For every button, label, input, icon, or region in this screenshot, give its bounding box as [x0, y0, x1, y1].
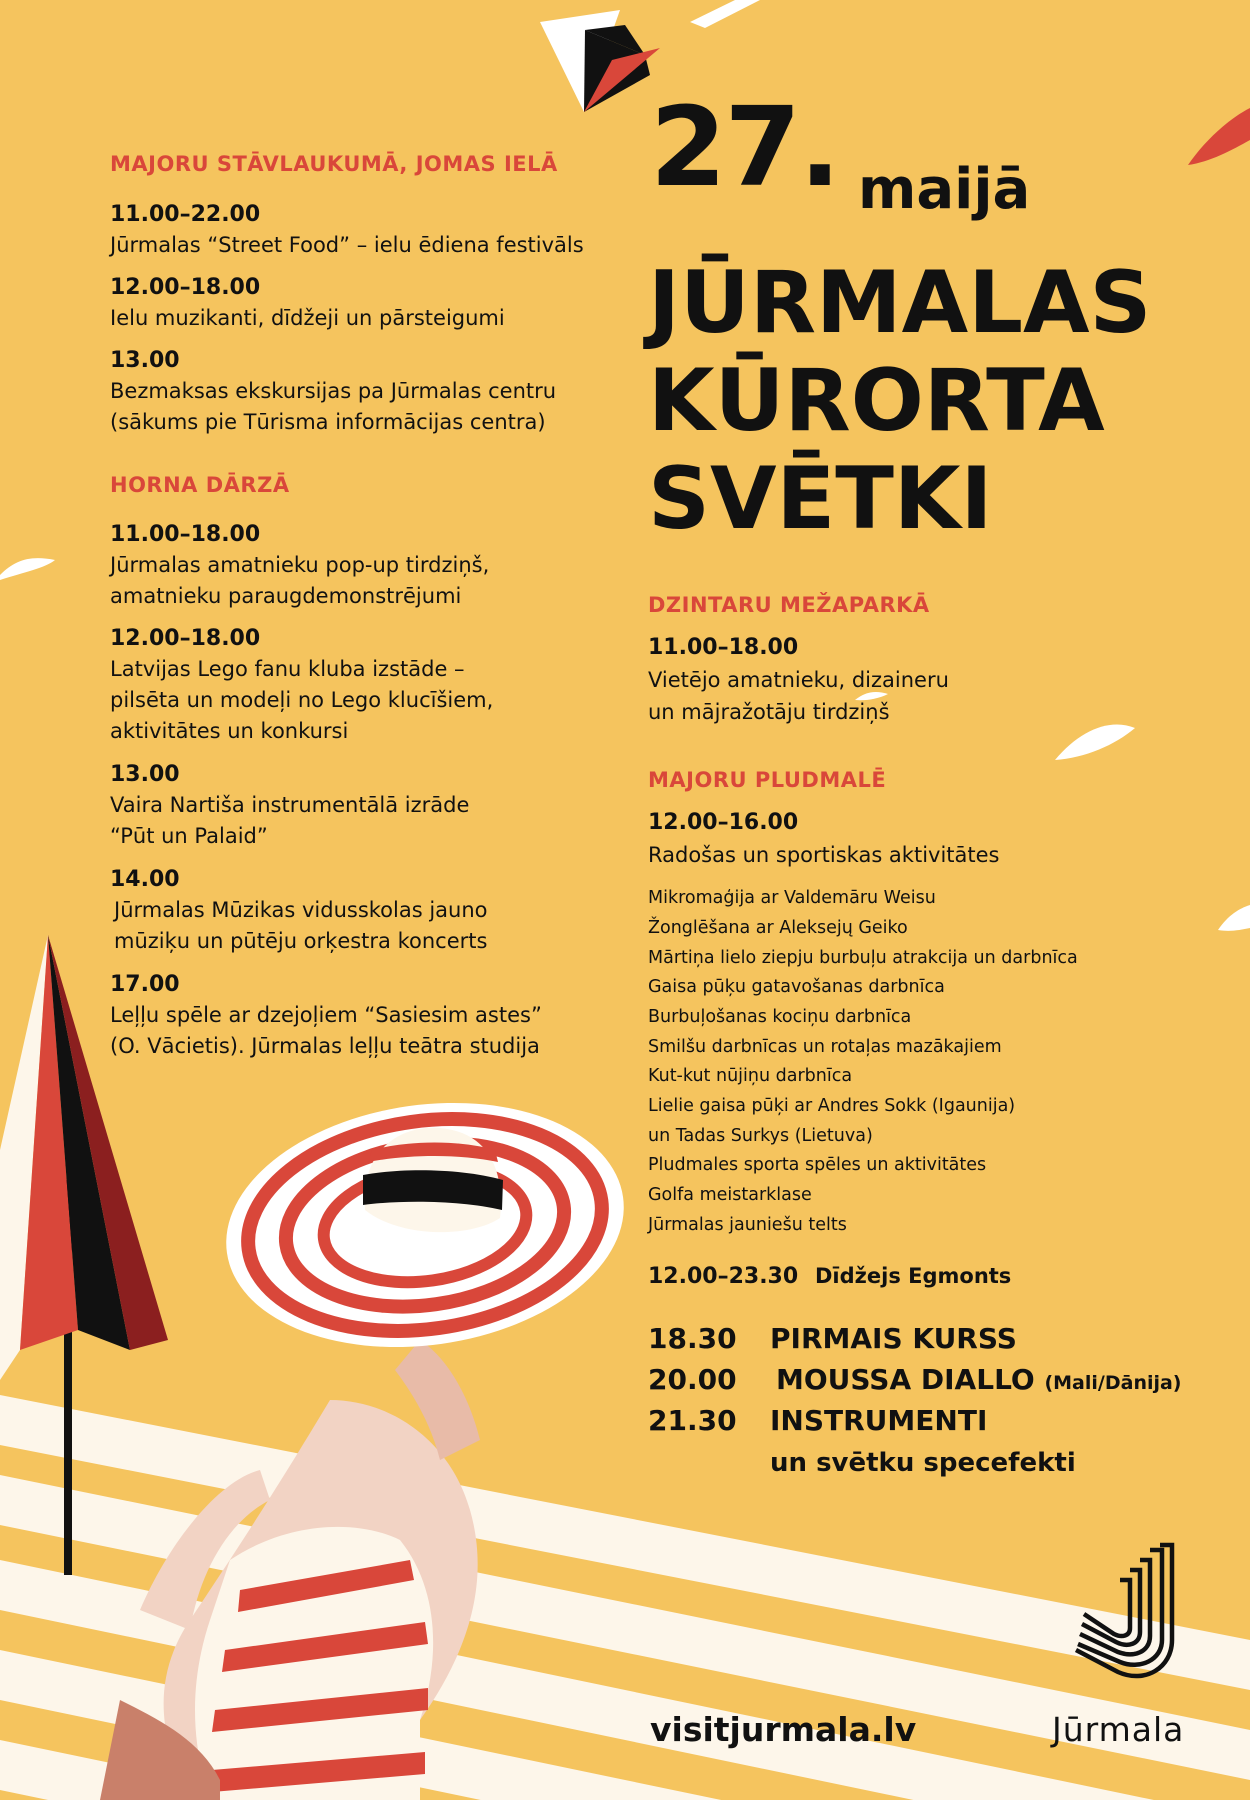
dj-name: Dīdžejs Egmonts: [815, 1264, 1012, 1288]
section-heading-dzintari: DZINTARU MEŽAPARKĀ: [648, 593, 930, 617]
cloud-right-2: [1218, 905, 1250, 931]
cloud-left: [0, 558, 55, 580]
event-time: 11.00–22.00: [110, 202, 261, 227]
flag-right: [1188, 108, 1250, 165]
event-desc: Ielu muzikanti, dīdžeji un pārsteigumi: [110, 306, 505, 330]
concert-row: [648, 1400, 987, 1441]
concert-time: 20.00: [648, 1363, 737, 1396]
concert-name: PIRMAIS KURSS: [770, 1322, 1017, 1355]
activity-item: Burbuļošanas kociņu darbnīca: [648, 1007, 912, 1027]
event-desc: “Pūt un Palaid”: [110, 824, 268, 848]
event-desc: Vaira Nartiša instrumentālā izrāde: [110, 793, 470, 817]
event-desc: Bezmaksas ekskursijas pa Jūrmalas centru: [110, 379, 557, 403]
concert-time: 18.30: [648, 1322, 737, 1355]
event-desc: Jūrmalas Mūzikas vidusskolas jauno: [114, 898, 488, 922]
activity-item: Mārtiņa lielo ziepju burbuļu atrakcija un darbnīca: [648, 948, 1078, 968]
section-heading-majori: MAJORU STĀVLAUKUMĀ, JOMAS IELĀ: [110, 152, 558, 176]
event-desc: Vietējo amatnieku, dizaineru: [648, 668, 949, 692]
event-desc: Latvijas Lego fanu kluba izstāde –: [110, 657, 465, 681]
flag-small-top: [690, 0, 760, 28]
activity-item: Pludmales sporta spēles un aktivitātes: [648, 1155, 987, 1175]
event-time: 11.00–18.00: [110, 522, 261, 547]
event-desc: pilsēta un modeļi no Lego klucīšiem,: [110, 688, 494, 712]
section-heading-horna: HORNA DĀRZĀ: [110, 473, 290, 497]
activity-item: Žonglēšana ar Aleksejų Geiko: [648, 918, 908, 938]
activity-item: Kut-kut nūjiņu darbnīca: [648, 1066, 853, 1086]
event-desc: Jūrmalas “Street Food” – ielu ēdiena festivāls: [110, 233, 584, 257]
event-desc: Leļļu spēle ar dzejoļiem “Sasiesim astes”: [110, 1003, 542, 1027]
activity-item: Golfa meistarklase: [648, 1185, 812, 1205]
activity-item: un Tadas Surkys (Lietuva): [648, 1126, 873, 1146]
event-desc: Jūrmalas amatnieku pop-up tirdziņš,: [110, 553, 490, 577]
event-time: 11.00–18.00: [648, 635, 799, 660]
concert-row: [648, 1318, 1017, 1359]
dj-time: 12.00–23.30: [648, 1264, 799, 1289]
title-line-3: SVĒTKI: [648, 449, 993, 549]
concert-row: [648, 1359, 1182, 1404]
activity-item: Mikromaģija ar Valdemāru Weisu: [648, 888, 936, 908]
date-month: maijā: [858, 157, 1031, 222]
activity-item: Gaisa pūķu gatavošanas darbnīca: [648, 977, 945, 997]
website-link[interactable]: visitjurmala.lv: [650, 1710, 917, 1749]
cloud-right-1: [1055, 725, 1135, 760]
event-desc: (O. Vācietis). Jūrmalas leļļu teātra studija: [110, 1034, 540, 1058]
flag-top: [540, 10, 660, 112]
title-line-2: KŪRORTA: [648, 351, 1105, 451]
concert-time: 21.30: [648, 1404, 737, 1437]
event-time: 14.00: [110, 867, 180, 892]
event-time: 12.00–18.00: [110, 626, 261, 651]
concert-name: INSTRUMENTI: [770, 1404, 988, 1437]
event-desc: mūziķu un pūtēju orķestra koncerts: [114, 929, 488, 953]
activity-item: Jūrmalas jauniešu telts: [648, 1215, 847, 1235]
logo-text: Jūrmala: [1052, 1710, 1185, 1749]
date-day: 27.: [650, 83, 839, 211]
concerts-after: un svētku specefekti: [770, 1448, 1076, 1478]
title-line-1: JŪRMALAS: [648, 253, 1152, 353]
activity-item: Smilšu darbnīcas un rotaļas mazākajiem: [648, 1037, 1002, 1057]
event-desc: amatnieku paraugdemonstrējumi: [110, 584, 462, 608]
concert-name: MOUSSA DIALLO: [776, 1363, 1035, 1396]
section-heading-pludmale: MAJORU PLUDMALĒ: [648, 768, 887, 792]
activity-item: Lielie gaisa pūķi ar Andres Sokk (Igaunija): [648, 1096, 1016, 1116]
event-desc: un mājražotāju tirdziņš: [648, 700, 890, 724]
concert-note: (Mali/Dānija): [1044, 1372, 1182, 1394]
event-time: 17.00: [110, 972, 180, 997]
event-time: 12.00–16.00: [648, 810, 799, 835]
event-desc: aktivitātes un konkursi: [110, 719, 349, 743]
event-time: 13.00: [110, 348, 180, 373]
event-time: 12.00–18.00: [110, 275, 261, 300]
event-desc: Radošas un sportiskas aktivitātes: [648, 843, 1000, 867]
event-time: 13.00: [110, 762, 180, 787]
event-desc: (sākums pie Tūrisma informācijas centra): [110, 410, 546, 434]
